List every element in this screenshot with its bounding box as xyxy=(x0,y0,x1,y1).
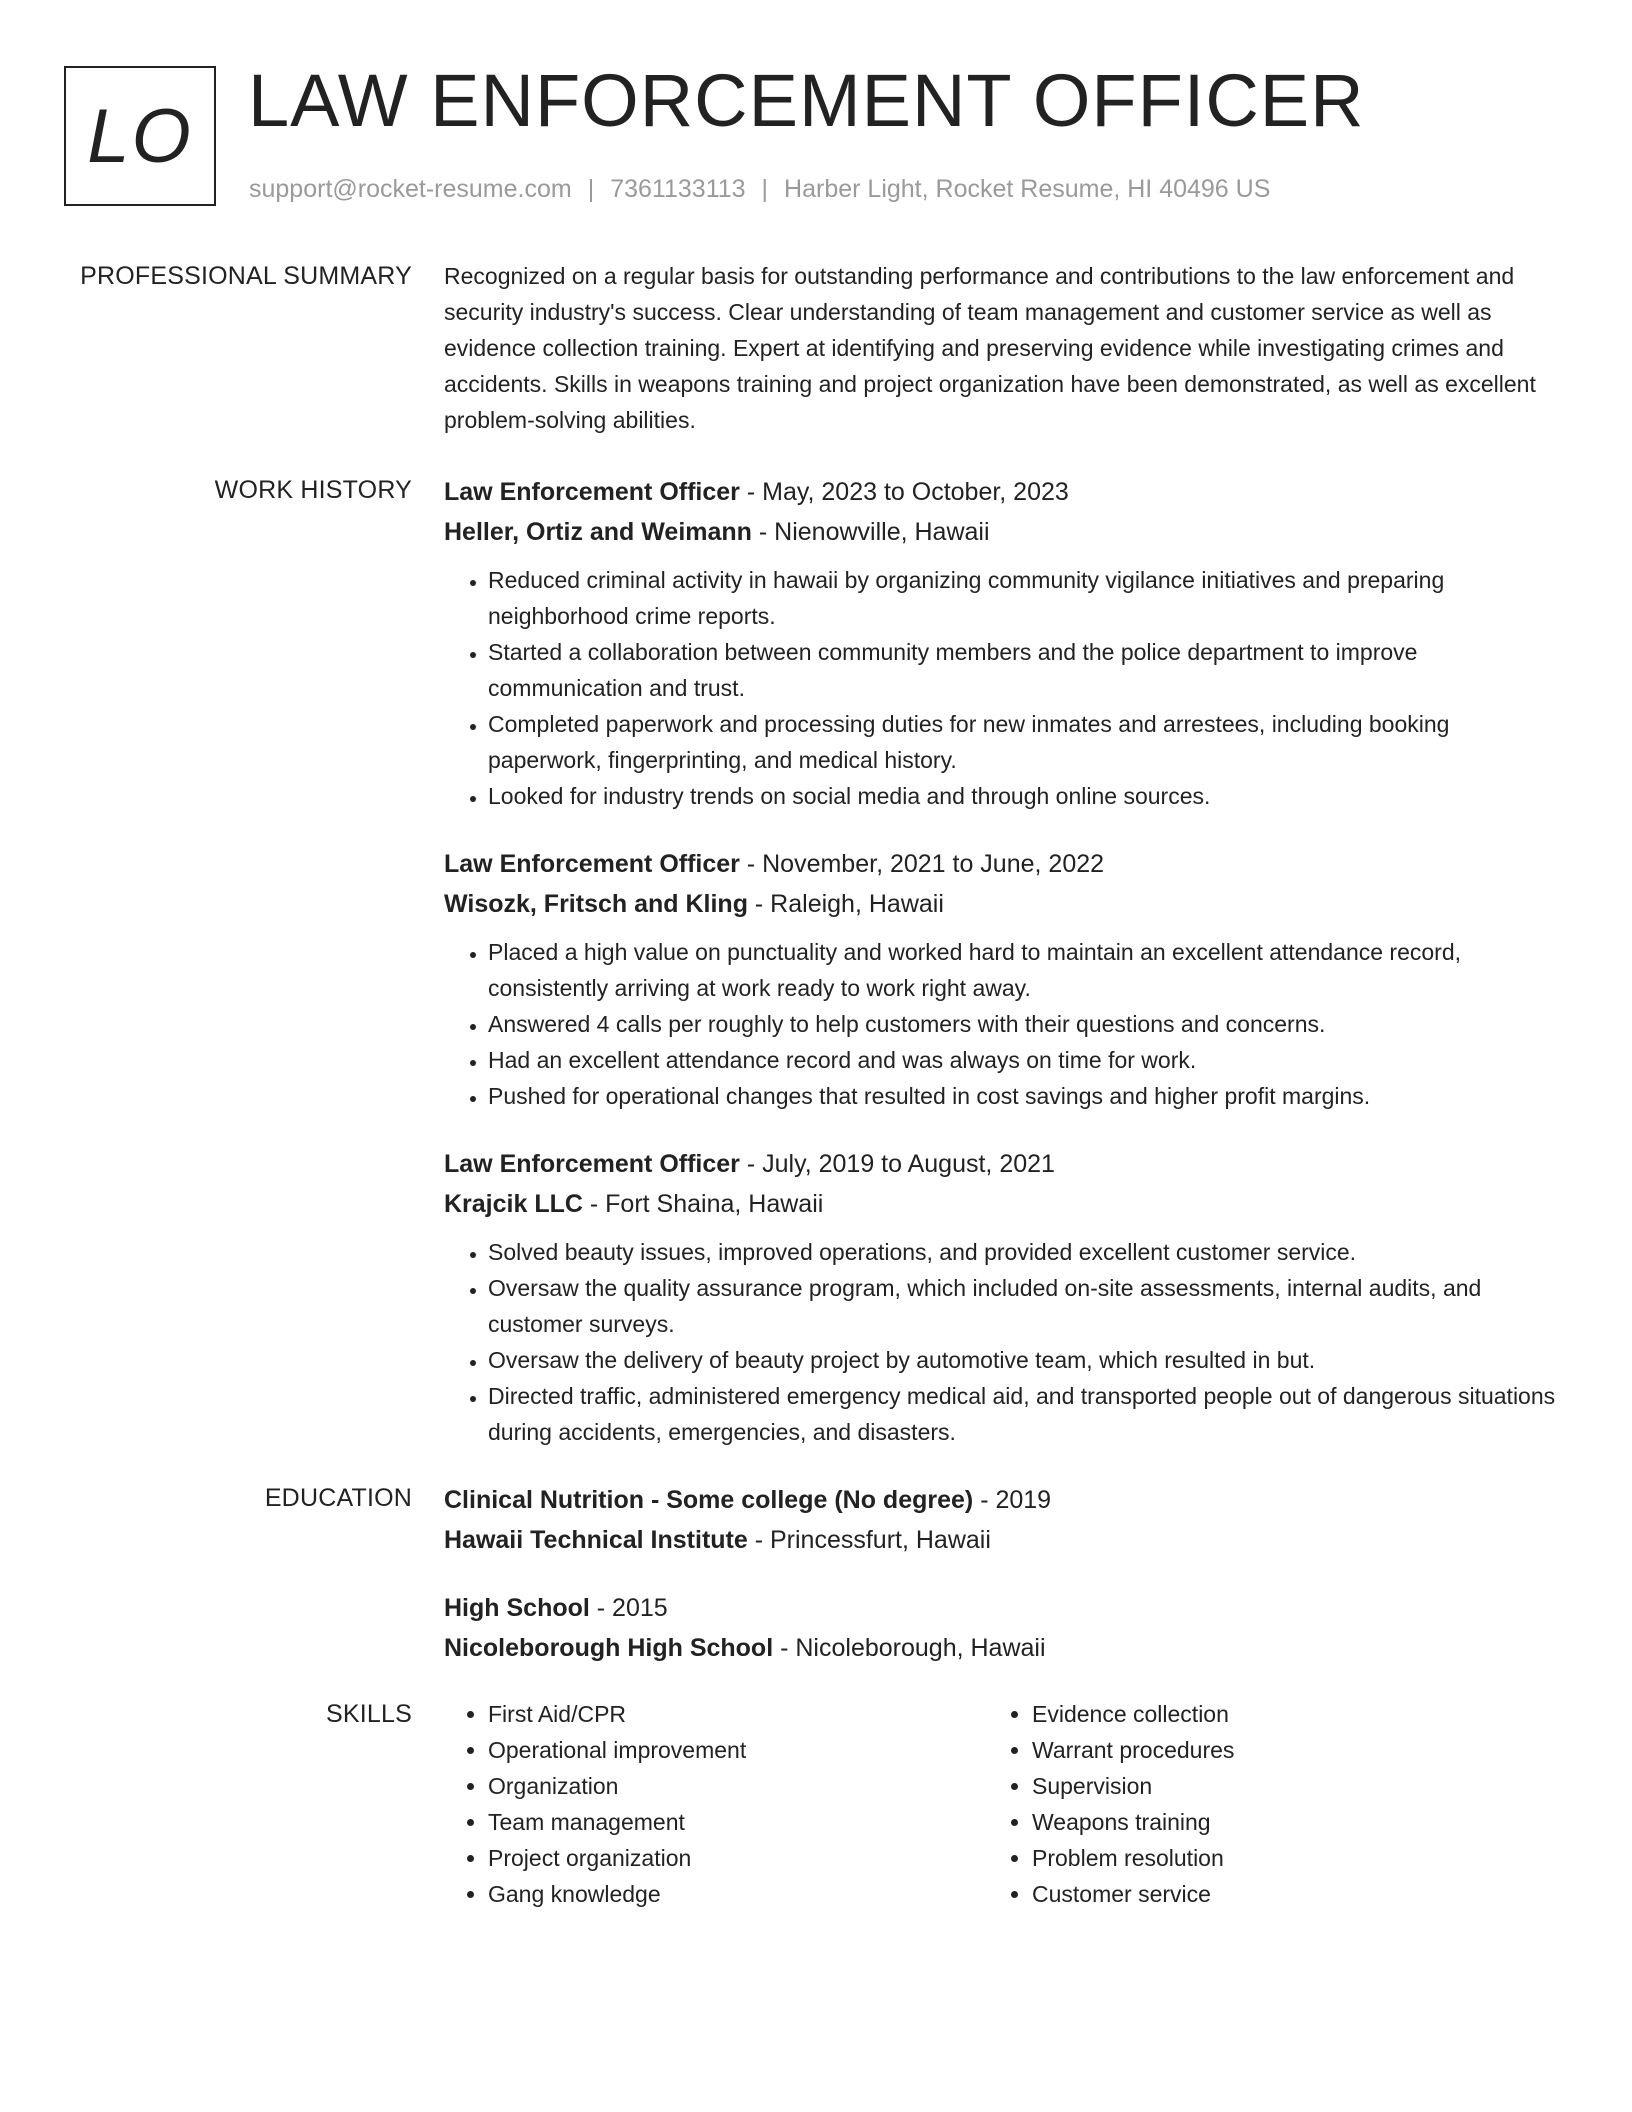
section-heading-skills: SKILLS xyxy=(326,1700,412,1728)
job-dates: - November, 2021 to June, 2022 xyxy=(739,850,1105,878)
contact-address: Harber Light, Rocket Resume, HI 40496 US xyxy=(784,175,1271,203)
job-bullet: • Started a collaboration between community members and the police department to improve communication and trust. xyxy=(488,634,1560,706)
contact-separator: | xyxy=(761,175,769,203)
job-bullet: • Looked for industry trends on social media and through online sources. xyxy=(488,778,1560,814)
education-degree-line xyxy=(444,1480,1560,1520)
skill-item: • Weapons training xyxy=(1032,1804,1532,1840)
education-year: - 2019 xyxy=(973,1486,1052,1514)
summary-section xyxy=(64,258,1560,438)
job-bullet: • Pushed for operational changes that resulted in cost savings and higher profit margins. xyxy=(488,1078,1560,1114)
skill-item: • Customer service xyxy=(1032,1876,1532,1912)
job-bullet: • Directed traffic, administered emergency medical aid, and transported people out of dangerous situations during accidents, emergencies, and disasters. xyxy=(488,1378,1560,1450)
skill-item: • Organization xyxy=(488,1768,988,1804)
job-title-line xyxy=(444,1144,1560,1184)
job-dates: - July, 2019 to August, 2021 xyxy=(739,1150,1055,1178)
job-location: - Fort Shaina, Hawaii xyxy=(582,1190,824,1218)
education-school: Hawaii Technical Institute xyxy=(444,1526,748,1554)
job-bullet: • Oversaw the quality assurance program, which included on-site assessments, internal audits, and customer surveys. xyxy=(488,1270,1560,1342)
contact-separator: | xyxy=(587,175,595,203)
job-bullet: • Answered 4 calls per roughly to help customers with their questions and concerns. xyxy=(488,1006,1560,1042)
job-title-line xyxy=(444,844,1560,884)
skill-item: • Evidence collection xyxy=(1032,1696,1532,1732)
job-bullet: • Reduced criminal activity in hawaii by organizing community vigilance initiatives and preparing neighborhood crime reports. xyxy=(488,562,1560,634)
education-location: - Princessfurt, Hawaii xyxy=(747,1526,991,1554)
job-bullets xyxy=(444,562,1560,814)
education-degree: Clinical Nutrition - Some college (No degree) xyxy=(444,1486,974,1514)
job-title: Law Enforcement Officer xyxy=(444,478,740,506)
work-history-section xyxy=(64,472,1560,1450)
education-body xyxy=(444,1480,1560,1668)
education-school-line xyxy=(444,1520,1560,1560)
education-school-line xyxy=(444,1628,1560,1668)
skill-item: • First Aid/CPR xyxy=(488,1696,988,1732)
job-bullet: • Oversaw the delivery of beauty project by automotive team, which resulted in but. xyxy=(488,1342,1560,1378)
monogram-logo: LO xyxy=(64,66,216,206)
education-entry xyxy=(444,1588,1560,1668)
education-location: - Nicoleborough, Hawaii xyxy=(773,1634,1046,1662)
education-entry xyxy=(444,1480,1560,1560)
skills-list-left xyxy=(444,1696,988,1912)
contact-phone: 7361133113 xyxy=(610,175,746,203)
job-bullet: • Solved beauty issues, improved operations, and provided excellent customer service. xyxy=(488,1234,1560,1270)
job-company-line xyxy=(444,512,1560,552)
job-bullet: • Had an excellent attendance record and was always on time for work. xyxy=(488,1042,1560,1078)
summary-text: Recognized on a regular basis for outstanding performance and contributions to the law enforcement and security industry's success. Clear understanding of team management and customer service as well as evidence collection training. Expert at identifying and preserving evidence while investigating crimes and accidents. Skills in weapons training and project organization have been demonstrated, as well as excellent problem-solving abilities. xyxy=(444,263,1536,433)
contact-line xyxy=(249,172,1270,206)
skill-item: • Team management xyxy=(488,1804,988,1840)
skills-columns xyxy=(444,1696,1560,1912)
skill-item: • Supervision xyxy=(1032,1768,1532,1804)
work-history-body xyxy=(444,472,1560,1450)
skills-list-right xyxy=(988,1696,1532,1912)
job-company: Wisozk, Fritsch and Kling xyxy=(444,890,748,918)
job-title: Law Enforcement Officer xyxy=(444,850,740,878)
job-title: Law Enforcement Officer xyxy=(444,1150,740,1178)
job-entry xyxy=(444,844,1560,1114)
job-company: Heller, Ortiz and Weimann xyxy=(444,518,752,546)
section-heading-education: EDUCATION xyxy=(264,1484,412,1512)
job-entry xyxy=(444,472,1560,814)
job-company-line xyxy=(444,1184,1560,1224)
candidate-name: LAW ENFORCEMENT OFFICER xyxy=(248,59,1365,142)
resume-content xyxy=(64,258,1560,1912)
job-bullet: • Completed paperwork and processing duties for new inmates and arrestees, including booking paperwork, fingerprinting, and medical history. xyxy=(488,706,1560,778)
education-degree-line xyxy=(444,1588,1560,1628)
section-heading-summary: PROFESSIONAL SUMMARY xyxy=(80,262,412,290)
job-dates: - May, 2023 to October, 2023 xyxy=(739,478,1069,506)
skill-item: • Operational improvement xyxy=(488,1732,988,1768)
job-company: Krajcik LLC xyxy=(444,1190,583,1218)
job-bullets xyxy=(444,934,1560,1114)
education-year: - 2015 xyxy=(589,1594,668,1622)
job-location: - Raleigh, Hawaii xyxy=(747,890,944,918)
skill-item: • Warrant procedures xyxy=(1032,1732,1532,1768)
summary-body xyxy=(444,258,1560,438)
education-degree: High School xyxy=(444,1594,590,1622)
job-location: - Nienowville, Hawaii xyxy=(751,518,990,546)
skill-item: • Gang knowledge xyxy=(488,1876,988,1912)
skill-item: • Project organization xyxy=(488,1840,988,1876)
education-section xyxy=(64,1480,1560,1668)
job-company-line xyxy=(444,884,1560,924)
contact-email: support@rocket-resume.com xyxy=(249,175,572,203)
job-bullets xyxy=(444,1234,1560,1450)
job-title-line xyxy=(444,472,1560,512)
education-school: Nicoleborough High School xyxy=(444,1634,774,1662)
skills-section xyxy=(64,1696,1560,1912)
section-heading-work-history: WORK HISTORY xyxy=(214,476,412,504)
job-bullet: • Placed a high value on punctuality and worked hard to maintain an excellent attendance record, consistently arriving at work ready to work right away. xyxy=(488,934,1560,1006)
skills-body xyxy=(444,1696,1560,1912)
skill-item: • Problem resolution xyxy=(1032,1840,1532,1876)
job-entry xyxy=(444,1144,1560,1450)
